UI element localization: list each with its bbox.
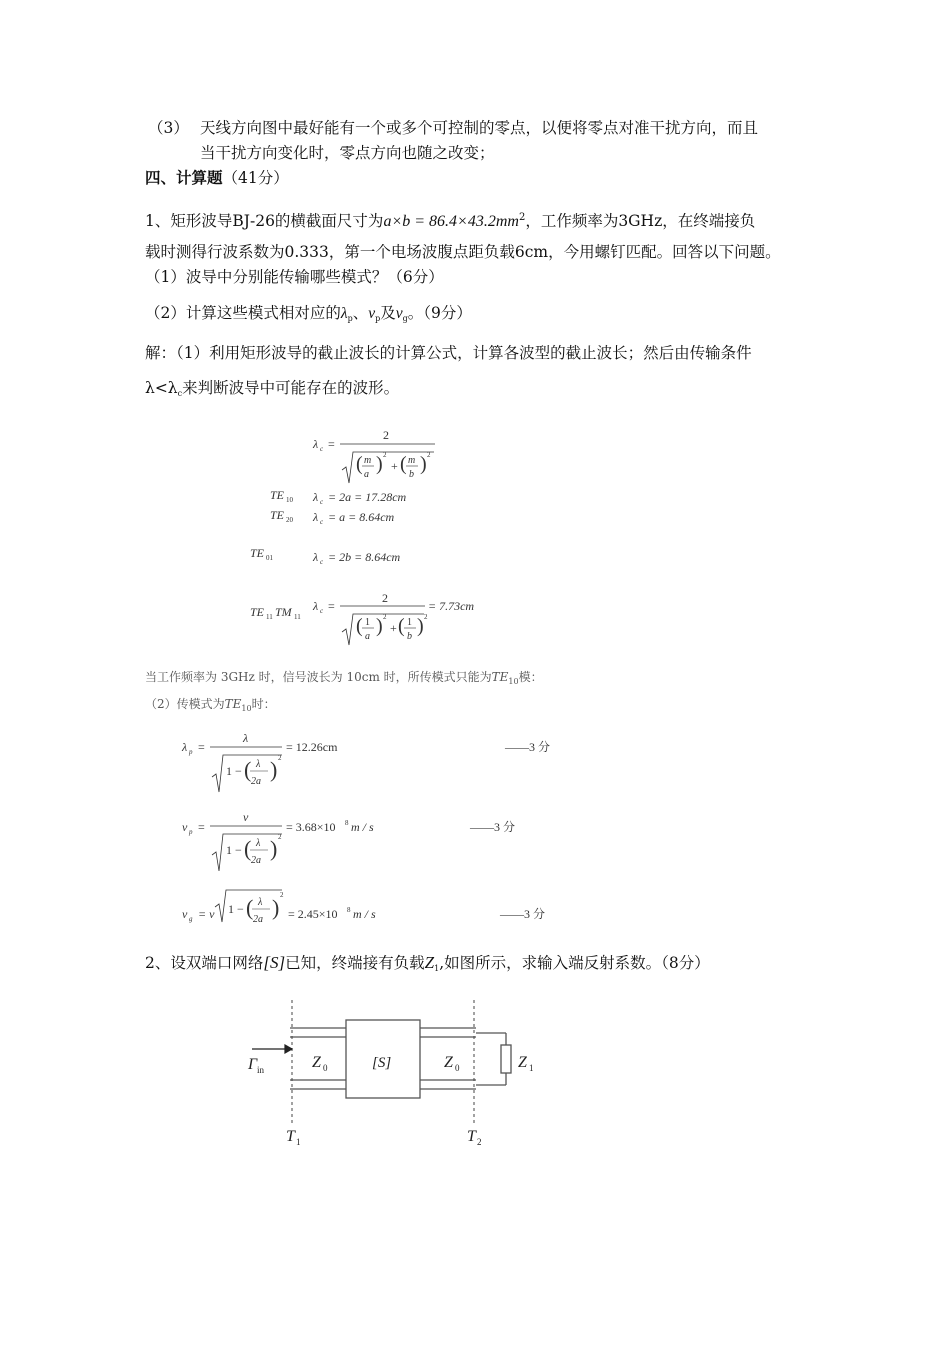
lc-n: m [408,455,416,466]
section-heading [145,168,289,188]
lc-paren-r: ) [376,453,383,475]
lambda-p-sub: p [347,314,353,323]
solution-condition-sub: c [177,389,183,398]
te11-one-a: 1 [365,617,370,628]
v-p-symbol: ν [368,305,376,322]
vp-num: v [243,810,249,824]
lp-sub: p [189,748,193,756]
s-label: [S] [372,1055,392,1071]
v-g-symbol: ν [395,305,403,322]
q1-formula-sup: 2 [518,212,526,223]
note2-text-a: （2）传模式为 [145,697,225,711]
lc-plus: + [391,459,398,473]
te11-paren-l: ( [356,615,363,637]
note-line1 [145,668,543,686]
q1-sub2-end: 。（9分） [407,304,472,322]
te11-numerator: 2 [382,591,388,605]
te10-value: = 2a = 17.28cm [328,490,407,504]
te10-lambda: λ [313,490,319,504]
q1-text-b: ，工作频率为3GHz，在终端接负 [525,212,756,231]
lp-pl: ( [244,757,252,782]
vg-pr: ) [272,895,280,920]
result-formulas [170,725,570,935]
section-title: 四、计算题 [145,168,223,187]
lp-lam: λ [256,759,261,770]
q1-sub1: （1）波导中分别能传输哪些模式？（6分） [145,268,444,286]
te20-lambda: λ [313,510,319,524]
item3-line2: 当干扰方向变化时，零点方向也随之改变； [200,144,495,162]
vg-pl: ( [246,895,254,920]
lc-paren-r2: ) [420,453,427,475]
z0-left-label: Z [312,1054,321,1071]
vp-pl: ( [244,836,252,861]
lc-b: b [409,469,414,480]
te11-paren-r2: ) [417,615,424,637]
two-port-diagram [240,995,550,1155]
te11-sq1: 2 [383,613,387,621]
te11-one-b: 1 [407,617,412,628]
q2-text-a: 2、设双端口网络 [145,954,264,972]
te11-b: b [407,631,412,642]
te10-lambda-sub: c [320,498,324,506]
lc-m: m [364,455,372,466]
gamma-label: Γ [248,1056,258,1073]
lp-pr: ) [270,757,278,782]
section-score: （41分） [222,169,289,187]
vp-rhs: = 3.68×10 [286,820,336,834]
lc-lhs: λ [313,437,319,451]
lc-sub: c [320,445,324,453]
te11-a: a [365,631,370,642]
vp-2a: 2a [251,855,261,866]
vp-sub: p [189,828,193,836]
v-p-sub: p [375,314,381,323]
note2-te-sub: 10 [241,704,252,713]
q2-s-matrix: [S] [263,953,286,972]
z1-sub: 1 [529,1063,534,1073]
te11-lambda-sub: c [320,607,324,615]
note-te: TE [491,670,509,684]
vg-sub: g [189,915,193,923]
lambda-p-symbol: λ [340,305,348,322]
input-arrow-head [285,1045,292,1053]
q1-sub2: （2）计算这些模式相对应的$\lambda_p$、$\nu_p$及$\nu_g$。（9分） [145,304,472,323]
load-resistor [501,1045,511,1073]
lc-paren-l: ( [356,453,363,475]
vp-exp: 8 [345,819,349,827]
lp-2a: 2a [251,776,261,787]
lp-eq: = [198,740,205,754]
vp-one-minus: 1 − [226,843,242,857]
t2-label: T [467,1128,476,1145]
vp-lhs: v [182,820,188,834]
note2-te: TE [224,697,242,711]
lp-one-minus: 1 − [226,764,242,778]
vg-one-minus: 1 − [228,902,244,916]
te20-lambda-sub: c [320,518,324,526]
z1-label: Z [518,1054,527,1071]
solution-line1: 解：（1）利用矩形波导的截止波长的计算公式，计算各波型的截止波长；然后由传输条件 [145,344,752,362]
t1-label: T [286,1128,295,1145]
vp-pr: ) [270,836,278,861]
item3-number: （3） [148,119,189,137]
z0-right-label: Z [444,1054,453,1071]
note-line2 [145,695,276,713]
te01-sub: 01 [266,554,273,562]
q1-line1 [145,208,755,232]
te11-result: = 7.73cm [428,599,475,613]
lc-eq: = [328,437,335,451]
solution-text: 来判断波导中可能存在的波形。 [182,379,400,397]
te01-lambda: λ [313,550,319,564]
q1-dimension-formula: a×b = 86.4×43.2mm [383,213,519,231]
te11-paren-r: ) [376,615,383,637]
tm11-label: TM [275,605,292,619]
te01-value: = 2b = 8.64cm [328,550,401,564]
q1-line2: 载时测得行波系数为0.333，第一个电场波腹点距负载6cm，今用螺钉匹配。回答以下问题。 [145,243,781,261]
note-te-sub: 10 [508,677,519,686]
solution-condition: λ<λ [145,379,178,397]
vp-eq: = [198,820,205,834]
lc-sq2: 2 [427,451,431,459]
note-text-a: 当工作频率为 3GHz 时，信号波长为 10cm 时，所传模式只能为 [145,670,492,684]
lc-sq1: 2 [383,451,387,459]
vg-lam: λ [258,897,263,908]
vp-unit: m / s [351,820,374,834]
vg-sq: 2 [280,891,284,899]
q2-z: Z [424,953,435,972]
te10-sub: 10 [286,496,293,504]
item3-line1: 天线方向图中最好能有一个或多个可控制的零点，以便将零点对准干扰方向，而且 [200,119,759,137]
t1-sub: 1 [296,1137,301,1147]
te11-plus: + [390,621,397,635]
lc-numerator: 2 [383,428,389,442]
te20-value: = a = 8.64cm [328,510,395,524]
vg-unit: m / s [353,907,376,921]
vg-lhs: v [182,907,188,921]
te01-label: TE [250,546,265,560]
and-text: 及 [380,304,396,322]
lp-score: ——3 分 [505,740,551,754]
z0-right-sub: 0 [455,1063,460,1073]
gamma-sub: in [257,1065,265,1075]
q2-text-c: ,如图所示，求输入端反射系数。（8分） [439,954,710,972]
lc-paren-l2: ( [400,453,407,475]
te11-lambda: λ [313,599,319,613]
lp-sq: 2 [278,754,282,762]
cutoff-formulas [240,420,540,660]
te11-label: TE [250,605,265,619]
te11-paren-l2: ( [398,615,405,637]
vg-2a: 2a [253,914,263,925]
vg-eq: = v [198,907,215,921]
t2-sub: 2 [477,1137,482,1147]
vg-exp: 8 [347,906,351,914]
te11-sub: 11 [266,613,273,621]
z0-left-sub: 0 [323,1063,328,1073]
lc-a: a [364,469,369,480]
te11-eq: = [328,599,335,613]
vp-sq: 2 [278,833,282,841]
te20-sub: 20 [286,516,293,524]
vp-score: ——3 分 [470,820,516,834]
te11-sq2: 2 [424,613,428,621]
lp-lhs: λ [182,740,188,754]
lp-num: λ [243,731,249,745]
tm11-sub: 11 [294,613,301,621]
vg-score: ——3 分 [500,907,546,921]
note-text-b: 模： [518,670,543,684]
q2-z-sub: 1 [434,964,440,973]
q2-text-b: 已知，终端接有负载 [285,954,425,972]
vp-lam: λ [256,838,261,849]
solution-line2 [145,378,399,404]
vg-rhs: = 2.45×10 [288,907,338,921]
note2-text-b: 时： [251,697,276,711]
lp-rhs: = 12.26cm [286,740,338,754]
te20-label: TE [270,508,285,522]
q1-sub2-text: （2）计算这些模式相对应的 [145,304,341,322]
q2-line [145,953,710,979]
q1-text-a: 1、矩形波导BJ-26的横截面尺寸为 [145,212,384,231]
v-g-sub: g [402,314,408,323]
te10-label: TE [270,488,285,502]
te01-lambda-sub: c [320,558,324,566]
